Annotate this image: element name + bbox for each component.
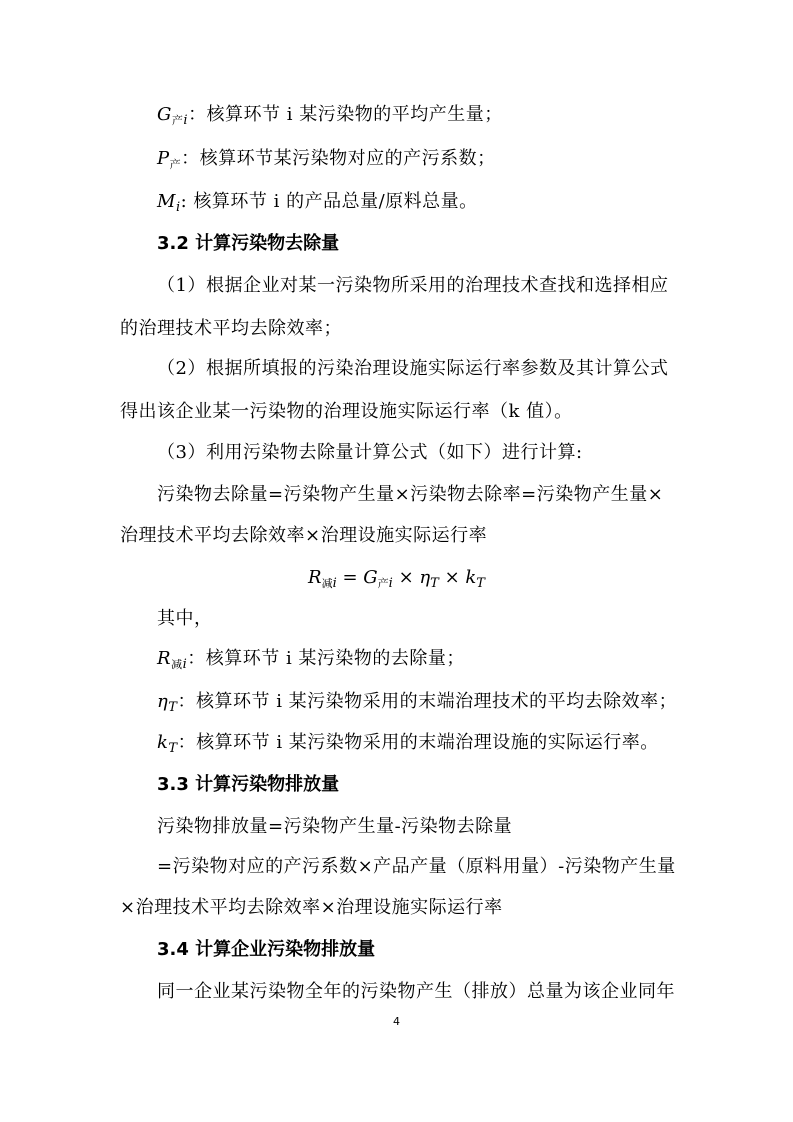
definition-p-produced: $P_产$：核算环节某污染物对应的产污系数； [157,148,496,171]
paragraph-line: 其中， [157,608,213,629]
paragraph-line: 污染物排放量=污染物产生量-污染物去除量 [157,816,513,837]
definition-k: $k_T$：核算环节 i 某污染物采用的末端治理设施的实际运行率。 [157,732,659,756]
paragraph-line: 同一企业某污染物全年的污染物产生（排放）总量为该企业同年 [157,981,675,1002]
definition-g-produced: $G_{产i}$：核算环节 i 某污染物的平均产生量； [157,104,503,128]
paragraph-line: （3）利用污染物去除量计算公式（如下）进行计算: [157,442,583,463]
page-number: 4 [393,1015,400,1028]
paragraph-line: =污染物对应的产污系数×产品产量（原料用量）-污染物产生量 [157,856,676,877]
paragraph-line: ×治理技术平均去除效率×治理设施实际运行率 [120,897,503,918]
definition-eta: $\eta_T$：核算环节 i 某污染物采用的末端治理技术的平均去除效率； [157,691,678,715]
paragraph-line: 污染物去除量=污染物产生量×污染物去除率=污染物产生量× [157,484,664,505]
definition-m: $M_i$: 核算环节 i 的产品总量/原料总量。 [157,191,478,215]
section-heading-3-4: 3.4 计算企业污染物排放量 [157,939,376,960]
paragraph-line: （1）根据企业对某一污染物所采用的治理技术查找和选择相应 [157,275,669,296]
section-heading-3-2: 3.2 计算污染物去除量 [157,233,340,254]
formula-removal: $R_{减i} = G_{产i} \times \eta_T \times k_T$ [308,567,485,591]
definition-r-reduced: $R_{减i}$：核算环节 i 某污染物的去除量； [157,648,465,672]
paragraph-line: 得出该企业某一污染物的治理设施实际运行率（k 值）。 [120,401,573,422]
paragraph-line: 的治理技术平均去除效率； [120,318,342,339]
paragraph-line: 治理技术平均去除效率×治理设施实际运行率 [120,525,488,546]
paragraph-line: （2）根据所填报的污染治理设施实际运行率参数及其计算公式 [157,358,669,379]
section-heading-3-3: 3.3 计算污染物排放量 [157,774,340,795]
